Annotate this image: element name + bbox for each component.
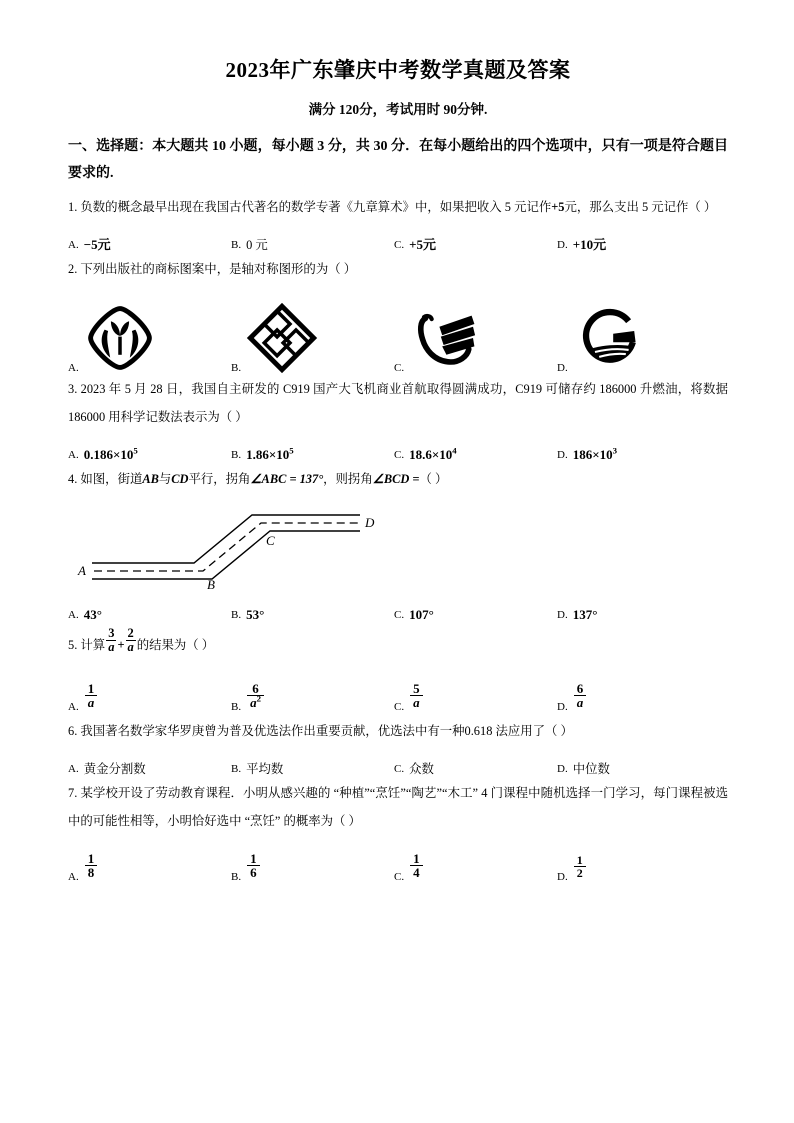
denominator: [574, 695, 587, 710]
question-4-stem: [68, 465, 728, 493]
option-value: +5元: [409, 237, 437, 252]
sprout-in-hands-logo-icon: [83, 303, 157, 373]
option-label: C.: [394, 763, 405, 775]
option-value: +10元: [572, 237, 607, 252]
question-1-number: 1.: [68, 200, 78, 214]
denominator: [410, 695, 423, 710]
option-fraction: [410, 852, 423, 880]
question-3-option-d[interactable]: [557, 445, 720, 465]
denominator-base: a: [413, 695, 420, 711]
question-6-option-a[interactable]: [68, 759, 231, 779]
question-2: [68, 255, 728, 375]
question-5-options: [68, 665, 728, 717]
section-heading: 一、选择题：本大题共 10 小题，每小题 3 分，共 30 分．在每小题给出的四个选项中，只有一项是符合题目要求的.: [68, 139, 728, 181]
question-4-text-c: 平行，拐角: [188, 472, 251, 486]
question-4-option-c[interactable]: [394, 605, 557, 625]
mantissa: 0.186×10: [83, 447, 134, 462]
option-label: A.: [68, 239, 79, 251]
option-label: A.: [68, 701, 79, 713]
option-label: D.: [557, 609, 568, 621]
numerator: 1: [87, 680, 95, 696]
option-fraction: [574, 682, 587, 710]
question-6: [68, 717, 728, 779]
svg-text:B: B: [207, 577, 215, 589]
question-2-option-d[interactable]: [557, 305, 720, 375]
denominator: 6: [247, 865, 260, 880]
question-1-options: [68, 221, 728, 255]
question-7-stem: [68, 779, 728, 835]
option-label: A.: [68, 449, 79, 461]
question-4-text-a: 如图，街道: [80, 472, 143, 486]
svg-text:C: C: [266, 533, 275, 548]
exam-subtitle: 满分 120分，考试用时 90分钟.: [308, 102, 488, 117]
option-value: 中位数: [572, 762, 610, 776]
option-value: [409, 445, 457, 465]
denominator: 2: [574, 866, 586, 880]
swan-book-logo-icon: [408, 303, 482, 373]
question-5-number: 5.: [68, 638, 78, 652]
option-value: [246, 445, 294, 465]
option-value: 0 元: [246, 238, 268, 252]
numerator: 1: [413, 850, 420, 866]
option-label: B.: [231, 362, 242, 374]
question-4-options: [68, 591, 728, 625]
question-7-option-d[interactable]: [557, 852, 720, 887]
option-label: C.: [394, 239, 405, 251]
option-label: A.: [68, 609, 79, 621]
question-4-number: 4.: [68, 472, 78, 486]
option-label: D.: [557, 362, 568, 374]
exponent: 5: [133, 445, 138, 456]
question-4-text-b: 与: [158, 472, 172, 486]
question-5-option-d[interactable]: [557, 680, 720, 717]
question-3-option-a[interactable]: [68, 445, 231, 465]
question-4-option-a[interactable]: [68, 605, 231, 625]
question-1-option-c[interactable]: [394, 235, 557, 255]
option-label: D.: [557, 763, 568, 775]
denominator: a: [108, 639, 115, 654]
question-6-option-b[interactable]: [231, 759, 394, 779]
option-label: C.: [394, 609, 405, 621]
question-2-option-b[interactable]: [231, 305, 394, 375]
numerator: 6: [252, 680, 259, 696]
question-1-text-b: 元，那么支出 5 元记作（ ）: [564, 200, 717, 214]
street-diagram: [76, 497, 496, 589]
diamond-grid-logo-icon: [245, 303, 319, 373]
option-fraction: [247, 852, 260, 880]
option-label: B.: [231, 701, 242, 713]
question-4: [68, 465, 728, 625]
fraction-two-over-a: [126, 627, 136, 654]
option-label: A.: [68, 871, 79, 883]
exponent: 5: [289, 445, 294, 456]
question-3-option-b[interactable]: [231, 445, 394, 465]
mantissa: 1.86×10: [246, 447, 290, 462]
question-7-number: 7.: [68, 786, 78, 800]
option-value: 107°: [409, 607, 434, 622]
option-fraction: [574, 854, 586, 880]
option-label: B.: [231, 871, 242, 883]
question-1-option-a[interactable]: [68, 235, 231, 255]
question-3-number: 3.: [68, 382, 78, 396]
question-6-options: [68, 745, 728, 779]
numerator: 5: [413, 680, 420, 696]
question-3-text: 2023 年 5 月 28 日，我国自主研发的 C919 国产大飞机商业首航取得圆满成功，C919 可储存约 186000 升燃油，将数据 186000 用科学记数法表示为（ ）: [68, 382, 728, 424]
question-5-option-b[interactable]: [231, 680, 394, 717]
option-label: B.: [231, 609, 242, 621]
document-content: [68, 55, 728, 887]
option-fraction: [85, 852, 98, 880]
question-6-option-d[interactable]: [557, 759, 720, 779]
exponent: 3: [612, 445, 618, 456]
numerator: 1: [87, 850, 95, 866]
denominator: 8: [85, 865, 98, 880]
option-value: 137°: [572, 607, 598, 622]
option-label: B.: [231, 763, 242, 775]
question-1-stem: [68, 193, 728, 221]
denominator-base: a: [576, 695, 584, 711]
question-3: [68, 375, 728, 465]
question-5-option-a[interactable]: [68, 680, 231, 717]
denominator: 4: [410, 865, 423, 880]
question-4-option-b[interactable]: [231, 605, 394, 625]
denominator-base: a: [250, 695, 257, 711]
question-5-text-a: 计算: [80, 638, 106, 652]
question-7-option-c[interactable]: [394, 850, 557, 887]
question-5-stem: [68, 625, 728, 665]
numerator: 2: [127, 625, 134, 640]
mantissa: 186×10: [572, 447, 613, 462]
option-value: 众数: [409, 762, 434, 776]
question-4-text-d: ，则拐角: [323, 472, 373, 486]
option-fraction: [247, 682, 264, 710]
option-fraction: [85, 682, 98, 710]
option-label: D.: [557, 871, 568, 883]
svg-text:D: D: [365, 515, 375, 530]
option-value: 黄金分割数: [83, 762, 146, 776]
question-5-option-c[interactable]: [394, 680, 557, 717]
fraction-three-over-a: [106, 627, 116, 654]
numerator: 1: [250, 850, 257, 866]
question-2-number: 2.: [68, 262, 78, 276]
question-1: [68, 193, 728, 255]
question-2-options: [68, 283, 728, 375]
segment-ab: AB: [142, 472, 159, 486]
segment-cd: CD: [171, 472, 189, 486]
option-value: −5元: [83, 237, 111, 252]
angle-bcd-label: ∠BCD =: [372, 472, 420, 486]
question-3-stem: [68, 375, 728, 431]
angle-abc-value: ∠ABC = 137°: [250, 472, 324, 486]
option-label: C.: [394, 449, 405, 461]
option-value: 53°: [246, 607, 265, 622]
question-6-number: 6.: [68, 724, 78, 738]
question-6-option-c[interactable]: [394, 759, 557, 779]
option-label: C.: [394, 871, 405, 883]
question-6-text: 我国著名数学家华罗庚曾为普及优选法作出重要贡献，优选法中有一种0.618 法应用了（ ）: [80, 724, 573, 738]
denominator: [85, 695, 98, 710]
question-7-option-b[interactable]: [231, 850, 394, 887]
question-2-option-c[interactable]: [394, 305, 557, 375]
question-2-stem: [68, 255, 728, 283]
option-label: A.: [68, 763, 79, 775]
option-value: [573, 445, 617, 465]
mantissa: 18.6×10: [409, 447, 453, 462]
question-1-option-d[interactable]: [557, 235, 720, 255]
question-1-inline-value: +5: [551, 200, 565, 214]
denominator: [247, 695, 264, 710]
numerator: 1: [576, 852, 583, 867]
option-value: 平均数: [246, 762, 284, 776]
option-label: D.: [557, 449, 568, 461]
option-label: D.: [557, 701, 568, 713]
numerator: 6: [576, 680, 584, 696]
svg-text:A: A: [78, 563, 86, 578]
page-title: 2023年广东肇庆中考数学真题及答案: [225, 58, 571, 82]
question-5-text-b: 的结果为（ ）: [136, 638, 215, 652]
question-7-options: [68, 835, 728, 887]
question-4-option-d[interactable]: [557, 605, 720, 625]
question-7: [68, 779, 728, 887]
plus-operator: +: [117, 638, 125, 652]
question-1-option-b[interactable]: [231, 235, 394, 255]
question-6-stem: [68, 717, 728, 745]
question-2-text: 下列出版社的商标图案中，是轴对称图形的为（ ）: [80, 262, 357, 276]
denominator-exponent: 2: [256, 694, 262, 705]
question-3-option-c[interactable]: [394, 445, 557, 465]
question-5: [68, 625, 728, 717]
question-1-text-a: 负数的概念最早出现在我国古代著名的数学专著《九章算术》中，如果把收入 5 元记作: [80, 200, 552, 214]
option-fraction: [410, 682, 423, 710]
circle-wedge-logo-icon: [572, 303, 646, 373]
option-label: D.: [557, 239, 568, 251]
option-label: B.: [231, 449, 242, 461]
option-label: B.: [231, 239, 242, 251]
option-value: [84, 445, 138, 465]
question-4-text-e: （ ）: [419, 472, 448, 486]
question-3-options: [68, 431, 728, 465]
question-7-option-a[interactable]: [68, 850, 231, 887]
numerator: 3: [108, 625, 115, 640]
option-label: C.: [394, 362, 405, 374]
denominator: a: [127, 639, 134, 654]
exponent: 4: [452, 445, 457, 456]
option-label: A.: [68, 362, 79, 374]
option-value: 43°: [83, 607, 102, 622]
denominator-base: a: [87, 695, 95, 711]
question-2-option-a[interactable]: [68, 305, 231, 375]
question-7-text: 某学校开设了劳动教育课程．小明从感兴趣的 “种植”“烹饪”“陶艺”“木工” 4 门课程中随机选择一门学习，每门课程被选中的可能性相等，小明恰好选中 “烹饪” 的概率为（ ）: [68, 786, 729, 828]
option-label: C.: [394, 701, 405, 713]
